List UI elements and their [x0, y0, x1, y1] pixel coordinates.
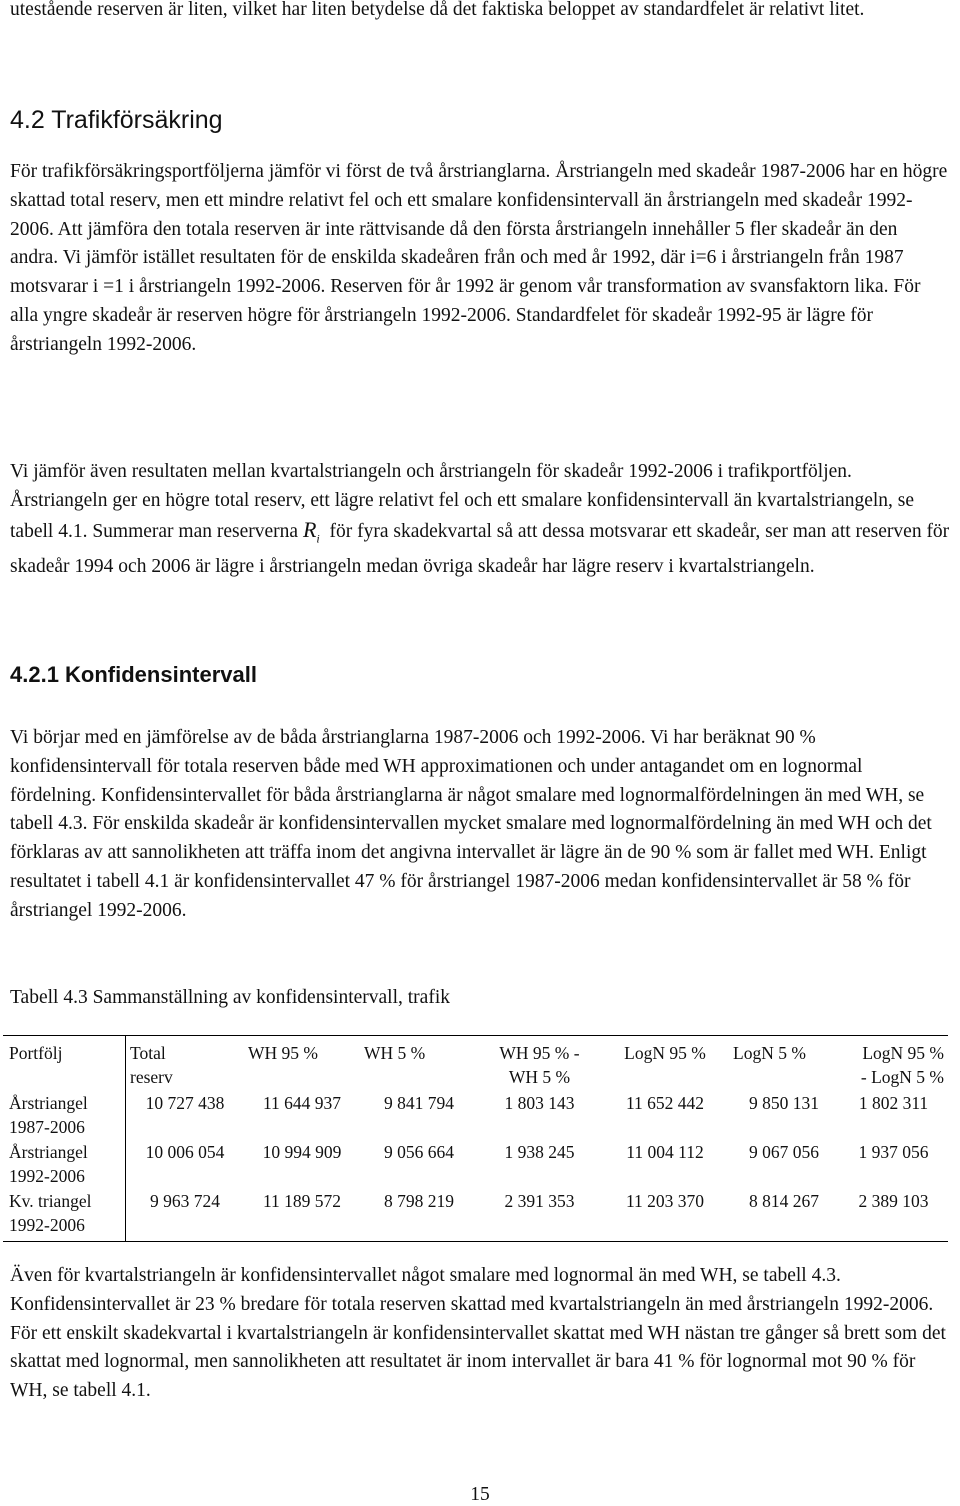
header-logn95: LogN 95 %	[624, 1043, 706, 1063]
header-wh95: WH 95 %	[248, 1043, 318, 1063]
header-total-reserv	[126, 1036, 245, 1092]
cell-logn95: 11 004 112	[626, 1142, 704, 1162]
cell-logn5: 8 814 267	[749, 1191, 819, 1211]
row-label-line2: 1992-2006	[9, 1165, 85, 1186]
header-logn-diff-line1: LogN 95 %	[862, 1043, 944, 1063]
cell-logn5: 9 850 131	[749, 1093, 819, 1113]
reserve-symbol	[302, 516, 320, 545]
cell-wh95: 11 644 937	[262, 1093, 342, 1113]
table-row	[3, 1140, 948, 1189]
header-total-reserv-line2: reserv	[130, 1066, 173, 1087]
paragraph-kvartal-part-b: för fyra skadekvartal så att dessa motsvarar ett skadeår, ser man att reserven för skadeår 1994 och 2006 är lägre i årstriangeln medan övriga skadeår har lägre reserv i kvartalstriangeln.	[10, 520, 950, 577]
cell-wh-diff: 1 938 245	[504, 1142, 575, 1162]
cell-wh95: 10 994 909	[262, 1142, 342, 1162]
cell-total-reserv: 9 963 724	[150, 1191, 220, 1211]
section-heading-trafikforsakring: 4.2 Trafikförsäkring	[10, 106, 223, 134]
cell-logn95: 11 203 370	[625, 1191, 705, 1211]
header-portfolj: Portfölj	[3, 1036, 126, 1092]
row-label-line2: 1987-2006	[9, 1116, 85, 1137]
cell-wh5: 9 056 664	[384, 1142, 454, 1162]
page-number: 15	[470, 1484, 490, 1505]
cell-logn-diff: 2 389 103	[858, 1191, 929, 1211]
paragraph-kvartal-comparison	[10, 458, 950, 582]
paragraph-kvartal-part-a: Vi jämför även resultaten mellan kvartalstriangeln och årstriangeln för skadeår 1992-2006 i trafikportföljen. Årstriangeln ger en högre total reserv, ett lägre relativt fel och ett smalare konfidensintervall än kvartalstriangeln, se tabell 4.1. Summerar man reserverna	[10, 461, 915, 542]
header-total-reserv-line1: Total	[130, 1043, 166, 1063]
header-wh-diff-line2: WH 5 %	[508, 1066, 571, 1087]
row-label-line1: Kv. triangel	[9, 1191, 92, 1211]
header-logn-diff	[839, 1036, 948, 1092]
cell-wh5: 9 841 794	[384, 1093, 454, 1113]
cell-wh5: 8 798 219	[384, 1191, 454, 1211]
table-row	[3, 1189, 948, 1242]
table-row	[3, 1091, 948, 1140]
subsection-heading-konfidensintervall: 4.2.1 Konfidensintervall	[10, 662, 257, 687]
row-label-line2: 1992-2006	[9, 1214, 85, 1235]
header-wh5: WH 5 %	[364, 1043, 426, 1063]
table-caption: Tabell 4.3 Sammanställning av konfidensintervall, trafik	[10, 987, 450, 1008]
header-wh-diff	[478, 1036, 601, 1092]
paragraph-konfidensintervall: Vi börjar med en jämförelse av de båda årstrianglarna 1987-2006 och 1992-2006. Vi har beräknat 90 % konfidensintervall för totala reserven både med WH approximationen och under antagandet om en lognormal fördelning. Konfidensintervallet för båda årstrianglarna är något smalare med lognormalfördelningen än med WH, se tabell 4.3. För enskilda skadeår är konfidensintervallen mycket smalare med lognormalfördelning än med WH och det förklaras av att sannolikheten att träffa inom det angivna intervallet är lägre än de 90 % som är fallet med WH. Enligt resultatet i tabell 4.1 är konfidensintervallet 47 % för årstriangel 1987-2006 medan konfidensintervallet är 58 % för årstriangel 1992-2006.	[10, 727, 932, 921]
table-header-row	[3, 1036, 948, 1092]
row-label	[3, 1189, 126, 1242]
paragraph-arstrianglar-comparison: För trafikförsäkringsportföljerna jämför vi först de två årstrianglarna. Årstriangeln med skadeår 1987-2006 har en högre skattad total reserv, men ett mindre relativt fel och ett smalare konfidensintervall än årstriangeln med skadeår 1992-2006. Att jämföra den totala reserven är inte rättvisande då den första årstriangeln innehåller 5 fler skadeår än den andra. Vi jämför istället resultaten för de enskilda skadeåren från och med år 1992, där i=6 i årstriangeln från 1987 motsvarar i =1 i årstriangeln 1992-2006. Reserven för år 1992 är genom vår transformation av svansfaktorn lika. För alla yngre skadeår är reserven högre för årstriangeln 1992-2006. Standardfelet för skadeår 1992-95 är lägre för årstriangeln 1992-2006.	[10, 161, 948, 355]
cell-logn-diff: 1 802 311	[858, 1093, 929, 1113]
reserve-symbol-r: R	[302, 516, 317, 542]
row-label	[3, 1140, 126, 1189]
paragraph-kvartal-konfidensintervall: Även för kvartalstriangeln är konfidensintervallet något smalare med lognormal än med WH, se tabell 4.3. Konfidensintervallet är 23 % bredare för totala reserven skattad med kvartalstriangeln än med årstriangeln 1992-2006. För ett enskilt skadekvartal i kvartalstriangeln är konfidensintervallet skattat med WH nästan tre gånger så brett som det skattat med lognormal, men sannolikheten att resultatet är inom intervallet är bara 41 % för lognormal mot 90 % för WH, se tabell 4.1.	[10, 1265, 946, 1402]
cell-logn5: 9 067 056	[749, 1142, 819, 1162]
header-logn5: LogN 5 %	[733, 1043, 806, 1063]
cell-total-reserv: 10 727 438	[145, 1093, 225, 1113]
paragraph-intro-continuation: utestående reserven är liten, vilket har liten betydelse då det faktiska beloppet av standardfelet är relativt litet.	[10, 0, 865, 20]
cell-wh95: 11 189 572	[262, 1191, 342, 1211]
reserve-symbol-index: i	[316, 530, 320, 545]
cell-wh-diff: 1 803 143	[504, 1093, 575, 1113]
row-label	[3, 1091, 126, 1140]
row-label-line1: Årstriangel	[9, 1093, 88, 1113]
cell-logn-diff: 1 937 056	[858, 1142, 929, 1162]
cell-total-reserv: 10 006 054	[145, 1142, 225, 1162]
header-logn-diff-line2: - LogN 5 %	[860, 1066, 944, 1087]
row-label-line1: Årstriangel	[9, 1142, 88, 1162]
confidence-interval-table	[3, 1035, 948, 1242]
cell-logn95: 11 652 442	[625, 1093, 705, 1113]
cell-wh-diff: 2 391 353	[504, 1191, 575, 1211]
header-wh-diff-line1: WH 95 % -	[499, 1043, 580, 1063]
